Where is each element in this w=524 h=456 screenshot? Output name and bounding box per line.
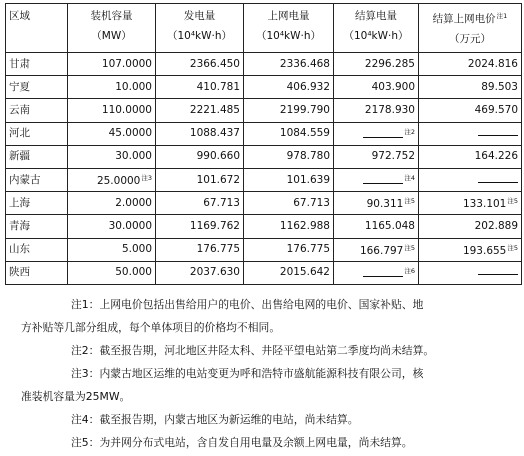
cell-grid-power: 176.775 — [244, 238, 334, 261]
cell-region: 云南 — [6, 99, 68, 122]
cell-settled-power: 166.797$^{注5}$ — [334, 238, 419, 261]
table-row — [6, 76, 522, 99]
cell-settled-power: 2296.285 — [334, 53, 419, 76]
cell-capacity: 5.000 — [68, 238, 156, 261]
table-row — [6, 145, 522, 168]
cell-region: 新疆 — [6, 145, 68, 168]
table-row — [6, 215, 522, 238]
cell-capacity: 25.0000$^{注3}$ — [68, 168, 156, 191]
empty-value-dash — [363, 175, 403, 184]
cell-capacity: 50.000 — [68, 261, 156, 284]
table-row — [6, 168, 522, 191]
table-row — [6, 261, 522, 284]
cell-capacity: 107.0000 — [68, 53, 156, 76]
footnote-marker: 注6 — [404, 266, 415, 275]
cell-settled-price — [419, 122, 522, 145]
table-row — [6, 53, 522, 76]
footnote-marker: 注5 — [507, 243, 518, 252]
cell-generation: 990.660 — [156, 145, 244, 168]
cell-region: 内蒙古 — [6, 168, 68, 191]
footnote: 注5：为并网分布式电站，含自发自用电量及余额上网电量，尚未结算。 — [71, 436, 413, 449]
cell-grid-power: 2336.468 — [244, 53, 334, 76]
cell-grid-power: 1084.559 — [244, 122, 334, 145]
table-row — [6, 99, 522, 122]
cell-grid-power: 67.713 — [244, 192, 334, 215]
footnote-marker: 注5 — [404, 243, 415, 252]
cell-settled-price — [419, 261, 522, 284]
cell-capacity: 2.0000 — [68, 192, 156, 215]
table-row — [6, 238, 522, 261]
cell-settled-power — [334, 261, 419, 284]
cell-capacity: 30.0000 — [68, 215, 156, 238]
table-header-row — [6, 4, 522, 53]
footnote-continuation: 方补贴等几部分组成，每个单体项目的价格均不相同。 — [21, 321, 281, 334]
cell-generation: 2221.485 — [156, 99, 244, 122]
empty-value-dash — [478, 127, 518, 136]
cell-generation: 67.713 — [156, 192, 244, 215]
cell-region: 陕西 — [6, 261, 68, 284]
cell-grid-power: 978.780 — [244, 145, 334, 168]
cell-capacity: 10.000 — [68, 76, 156, 99]
cell-region: 上海 — [6, 192, 68, 215]
footnotes — [5, 293, 521, 454]
cell-capacity: 110.0000 — [68, 99, 156, 122]
table-row — [6, 122, 522, 145]
cell-grid-power: 406.932 — [244, 76, 334, 99]
cell-generation: 2037.630 — [156, 261, 244, 284]
footnote-marker: 注4 — [404, 174, 415, 183]
header-capacity: 装机容量 （MW） — [68, 4, 156, 53]
cell-generation: 176.775 — [156, 238, 244, 261]
footnote-marker: 注5 — [507, 197, 518, 206]
empty-value-dash — [363, 129, 403, 138]
cell-settled-power: 403.900 — [334, 76, 419, 99]
cell-settled-price: 133.101$^{注5}$ — [419, 192, 522, 215]
cell-settled-price: 202.889 — [419, 215, 522, 238]
footnote-continuation: 准装机容量为25MW。 — [21, 390, 131, 403]
power-data-table — [5, 3, 522, 285]
cell-settled-power: 1165.048 — [334, 215, 419, 238]
cell-settled-power — [334, 168, 419, 191]
cell-region: 甘肃 — [6, 53, 68, 76]
empty-value-dash — [363, 268, 403, 277]
cell-settled-price: 164.226 — [419, 145, 522, 168]
cell-generation: 1088.437 — [156, 122, 244, 145]
footnote: 注1：上网电价包括出售给用户的电价、出售给电网的电价、国家补贴、地 方补贴等几部分组成，每个单体项目的价格均不相同。 — [5, 293, 521, 339]
cell-region: 河北 — [6, 122, 68, 145]
cell-capacity: 45.0000 — [68, 122, 156, 145]
cell-generation: 2366.450 — [156, 53, 244, 76]
cell-grid-power: 2199.790 — [244, 99, 334, 122]
table-body — [6, 53, 522, 285]
cell-generation: 410.781 — [156, 76, 244, 99]
cell-region: 山东 — [6, 238, 68, 261]
header-region: 区域 — [6, 4, 68, 53]
footnote-marker: 注3 — [141, 174, 152, 183]
cell-grid-power: 101.639 — [244, 168, 334, 191]
cell-capacity: 30.000 — [68, 145, 156, 168]
cell-settled-price: 2024.816 — [419, 53, 522, 76]
cell-settled-price: 193.655$^{注5}$ — [419, 238, 522, 261]
empty-value-dash — [478, 174, 518, 183]
cell-region: 宁夏 — [6, 76, 68, 99]
cell-settled-price: 469.570 — [419, 99, 522, 122]
cell-grid-power: 2015.642 — [244, 261, 334, 284]
header-settled-price: 结算上网电价$^{注1}$ （万元） — [419, 4, 522, 53]
cell-settled-power: 2178.930 — [334, 99, 419, 122]
footnote-marker: 注2 — [404, 127, 415, 136]
header-generation: 发电量 （10⁴kW·h） — [156, 4, 244, 53]
cell-grid-power: 1162.988 — [244, 215, 334, 238]
cell-settled-power: 90.311$^{注5}$ — [334, 192, 419, 215]
cell-settled-price: 89.503 — [419, 76, 522, 99]
cell-generation: 1169.762 — [156, 215, 244, 238]
empty-value-dash — [478, 266, 518, 275]
header-settled-power: 结算电量 （10⁴kW·h） — [334, 4, 419, 53]
footnote-marker: 注5 — [404, 197, 415, 206]
cell-settled-power — [334, 122, 419, 145]
cell-region: 青海 — [6, 215, 68, 238]
cell-settled-price — [419, 168, 522, 191]
header-grid-power: 上网电量 （10⁴kW·h） — [244, 4, 334, 53]
cell-settled-power: 972.752 — [334, 145, 419, 168]
cell-generation: 101.672 — [156, 168, 244, 191]
table-row — [6, 192, 522, 215]
footnote: 注2：截至报告期，河北地区井陉太科、井陉平望电站第二季度均尚未结算。 — [71, 344, 435, 357]
footnote: 注3：内蒙古地区运维的电站变更为呼和浩特市盛航能源科技有限公司，核 准装机容量为25MW。 — [5, 362, 521, 408]
footnote: 注4：截至报告期，内蒙古地区为新运维的电站，尚未结算。 — [71, 413, 359, 426]
